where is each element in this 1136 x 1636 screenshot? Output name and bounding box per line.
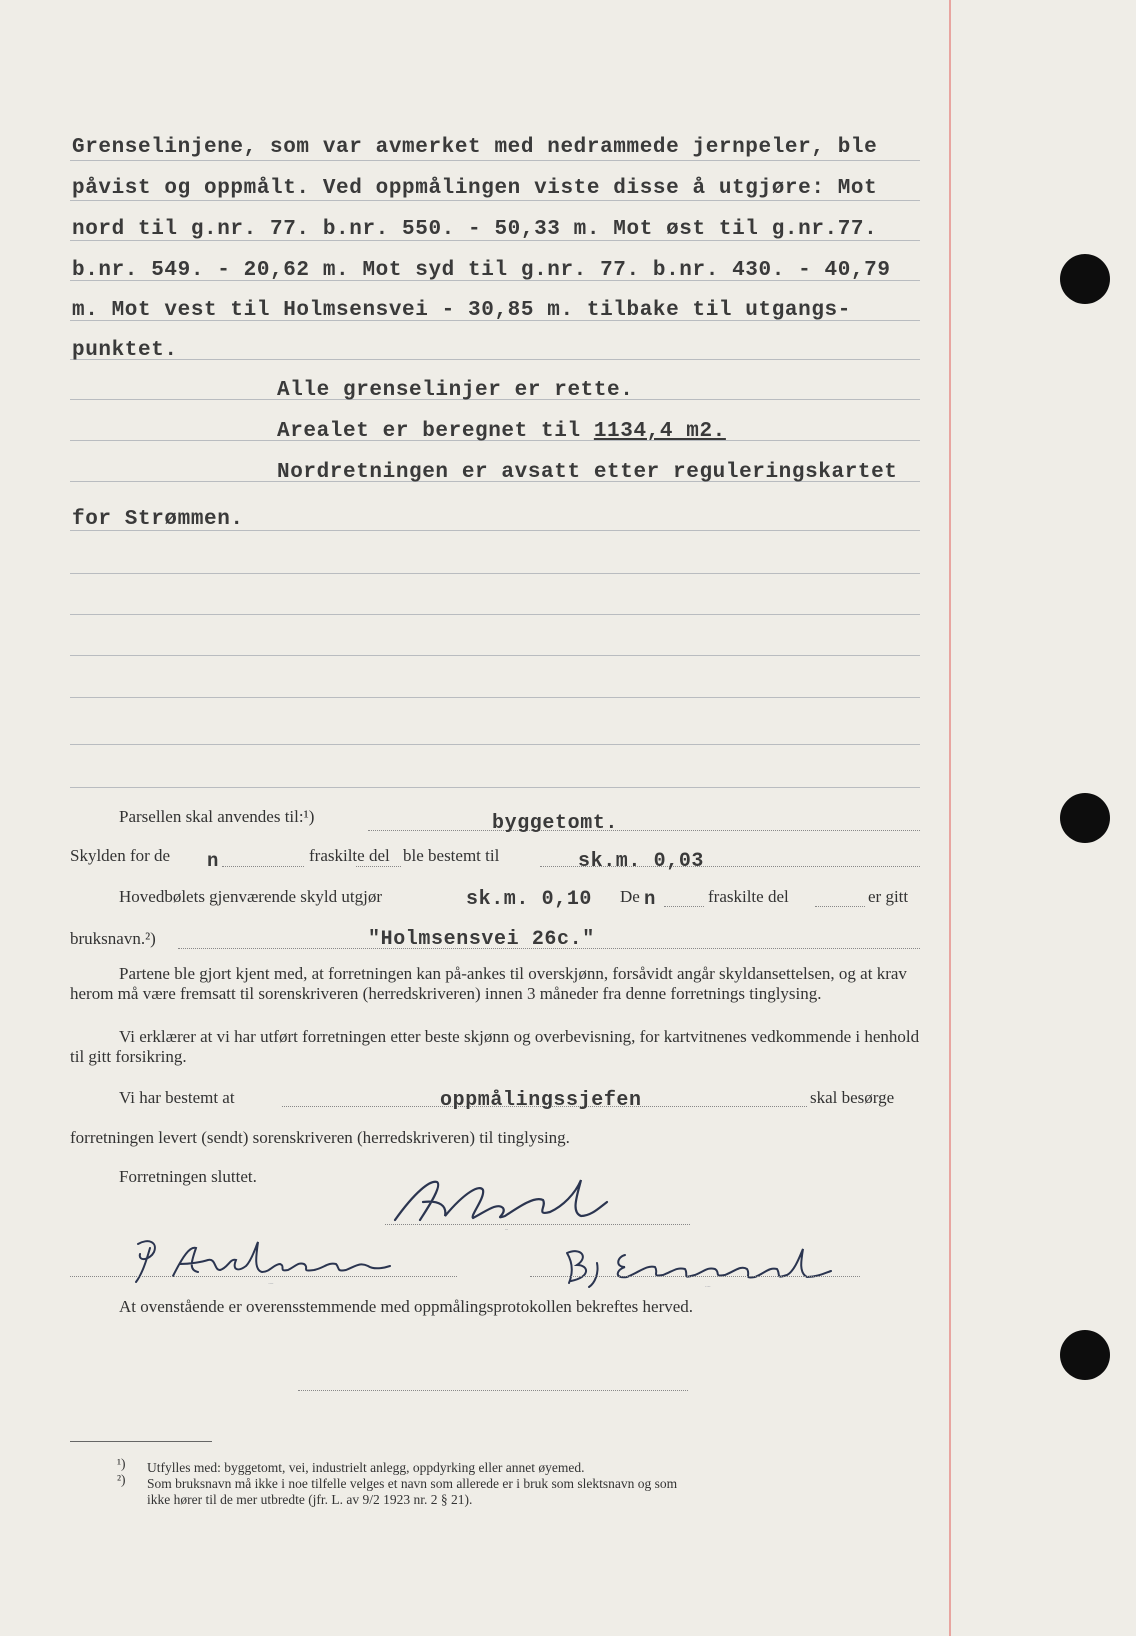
punch-hole-bottom [1060,1330,1110,1380]
rule-line [70,359,920,360]
footnote-1-mark: ¹) [117,1456,126,1471]
certify-signature-line [298,1390,688,1391]
fill-line [664,906,704,907]
signature-top-text: Mandal [505,1230,509,1231]
rule-line [70,787,920,788]
typed-line-2: påvist og oppmålt. Ved oppmålingen viste disse å utgjøre: Mot [72,177,878,200]
skylden-n: n [207,850,220,872]
besorge-label: skal besørge [810,1088,895,1107]
red-margin-line [949,0,951,1636]
typed-line-4: b.nr. 549. - 20,62 m. Mot syd til g.nr. 77. b.nr. 430. - 40,79 [72,259,891,282]
rule-line [70,614,920,615]
bruksnavn-value: "Holmsensvei 26c." [368,928,595,951]
fraskilte-del-label: fraskilte del [309,846,390,865]
bestemt-at-label: Vi har bestemt at [119,1088,235,1107]
bruksnavn-label: bruksnavn.²) [70,929,156,948]
signature-left [128,1236,418,1286]
bekreftes-text: At ovenstående er overensstemmende med oppmålingsprotokollen bekreftes herved. [119,1297,694,1316]
rule-line [70,744,920,745]
sluttet-text: Forretningen sluttet. [119,1167,257,1186]
typed-line-7: Alle grenselinjer er rette. [277,379,634,402]
levert-text: forretningen levert (sendt) sorenskriveren (herredskriveren) til tinglysing. [70,1128,570,1147]
paragraph-erklaerer: Vi erklærer at vi har utført forretningen etter beste skjønn og overbevisning, for kartvitnenes vedkommende i henhold til gitt forsikring. [70,1027,920,1066]
rule-line [70,655,920,656]
fill-line [356,866,401,867]
er-gitt-label: er gitt [868,887,909,906]
skylden-label: Skylden for de [70,846,171,865]
signature-right-text: Bj. Evensrud. [705,1287,711,1288]
paragraph-partene: Partene ble gjort kjent med, at forretningen kan på-ankes til overskjønn, forsåvidt angår skyldansettelsen, og at krav herom må være fremsatt til sorenskriveren (herredskriveren) innen 3 måneder fra denne forretnings tinglysing. [70,964,907,1003]
signature-line [530,1276,860,1277]
typed-line-3: nord til g.nr. 77. b.nr. 550. - 50,33 m. Mot øst til g.nr.77. [72,218,878,241]
parsellen-label: Parsellen skal anvendes til:¹) [119,807,315,826]
rule-line [70,573,920,574]
typed-line-6: punktet. [72,339,178,362]
den-label: De [620,887,640,906]
signature-left-text: P. Andersson. [268,1284,274,1285]
fill-line [222,866,304,867]
area-label: Arealet er beregnet til [277,420,581,443]
rule-line [70,200,920,201]
typed-line-10: for Strømmen. [72,508,244,531]
footnote-2a: Som bruksnavn må ikke i noe tilfelle velges et navn som allerede er i bruk som slektsnavn og som [147,1476,678,1491]
rule-line [70,697,920,698]
bestemt-at-value: oppmålingssjefen [440,1089,642,1112]
fill-line [815,906,865,907]
signature-line [385,1224,690,1225]
hovedbol-value: sk.m. 0,10 [466,888,593,911]
bestemt-til-label: ble bestemt til [403,846,500,865]
footnote-1: Utfylles med: byggetomt, vei, industrielt anlegg, oppdyrking eller annet øyemed. [147,1460,585,1475]
signature-line [70,1276,457,1277]
signature-top [385,1172,625,1232]
typed-line-5: m. Mot vest til Holmsensvei - 30,85 m. tilbake til utgangs- [72,299,851,322]
typed-line-9: Nordretningen er avsatt etter reguleringskartet [277,461,898,484]
punch-hole-middle [1060,793,1110,843]
den-n: n [644,888,657,910]
typed-line-1: Grenselinjene, som var avmerket med nedrammede jernpeler, ble [72,136,878,159]
hovedbol-label: Hovedbølets gjenværende skyld utgjør [119,887,382,906]
area-value: 1134,4 m2. [593,420,726,443]
fraskilte-del-label-2: fraskilte del [708,887,789,906]
typed-line-8 [277,420,726,443]
footnote-separator [70,1441,212,1442]
signature-right [555,1243,865,1288]
fill-line [368,830,920,831]
punch-hole-top [1060,254,1110,304]
skyld-value: sk.m. 0,03 [578,850,705,873]
parsellen-value: byggetomt. [492,812,619,835]
footnote-2-mark: ²) [117,1472,126,1487]
rule-line [70,160,920,161]
footnote-2b: ikke hører til de mer utbredte (jfr. L. av 9/2 1923 nr. 2 § 21). [147,1492,473,1507]
